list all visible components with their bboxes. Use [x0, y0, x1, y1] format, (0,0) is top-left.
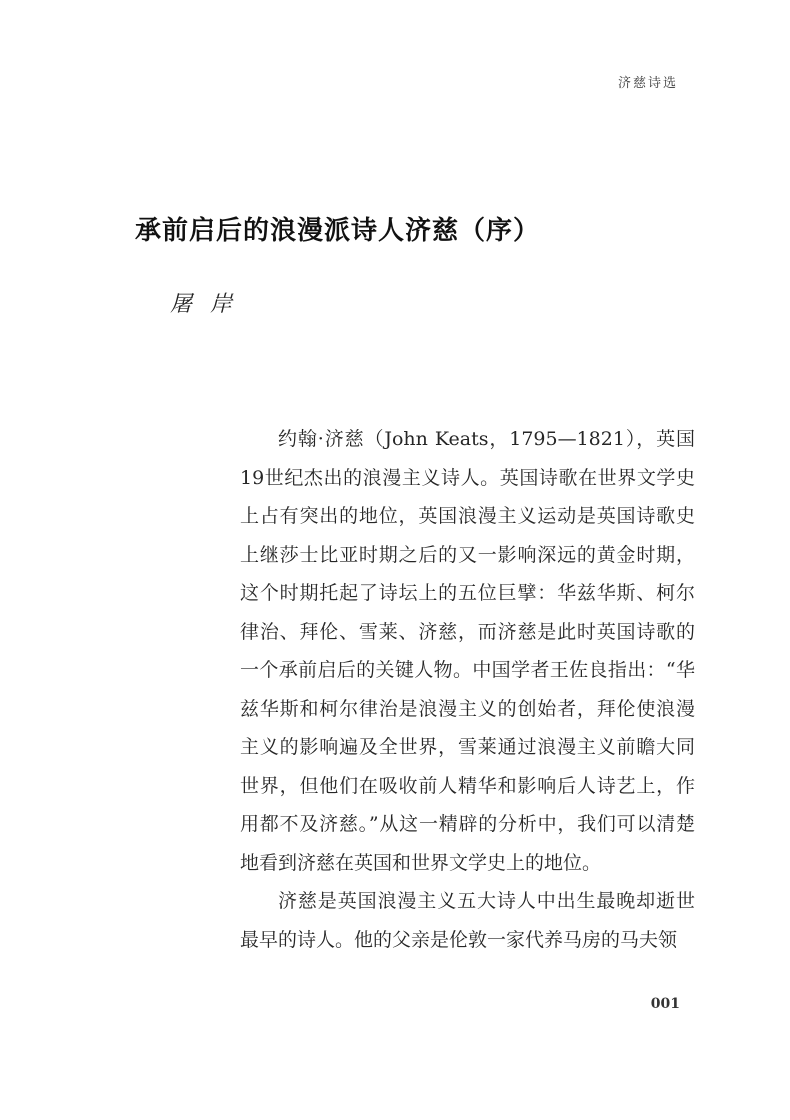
running-header: 济慈诗选 — [617, 76, 678, 91]
paragraph: 约翰·济慈（John Keats，1795—1821），英国19世纪杰出的浪漫主义诗人。英国诗歌在世界文学史上占有突出的地位，英国浪漫主义运动是英国诗歌史上继莎士比亚时期之后的又一影响深远的黄金时期，这个时期托起了诗坛上的五位巨擘：华兹华斯、柯尔律治、拜伦、雪莱、济慈，而济慈是此时英国诗歌的一个承前启后的关键人物。中国学者王佐良指出：“华兹华斯和柯尔律治是浪漫主义的创始者，拜伦使浪漫主义的影响遍及全世界，雪莱通过浪漫主义前瞻大同世界，但他们在吸收前人精华和影响后人诗艺上，作用都不及济慈。”从这一精辟的分析中，我们可以清楚地看到济慈在英国和世界文学史上的地位。 — [240, 428, 695, 874]
page-number: 001 — [650, 996, 680, 1012]
article-title: 承前启后的浪漫派诗人济慈（序） — [135, 216, 541, 246]
paragraph: 济慈是英国浪漫主义五大诗人中出生最晚却逝世最早的诗人。他的父亲是伦敦一家代养马房的马夫领 — [240, 890, 695, 951]
author-name: 屠岸 — [170, 292, 251, 317]
article-body — [240, 420, 695, 959]
